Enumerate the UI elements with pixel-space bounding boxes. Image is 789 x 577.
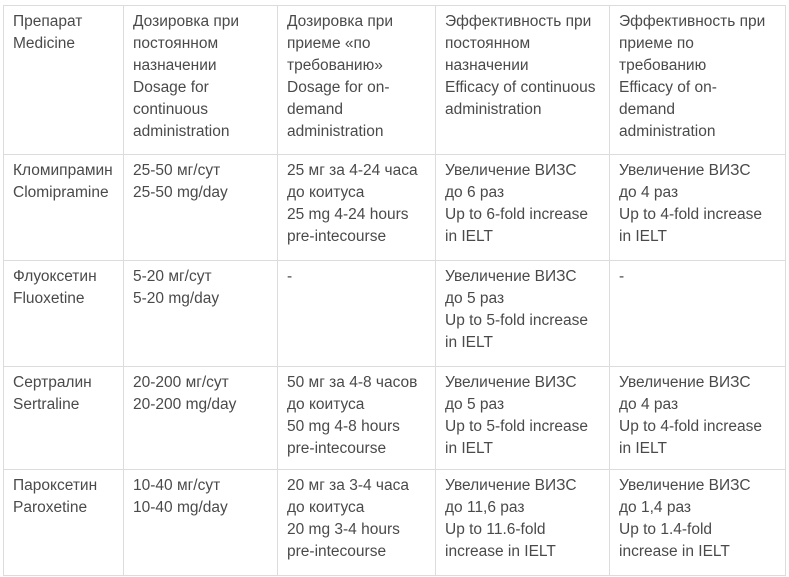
table-row: [4, 155, 786, 261]
header-text: Efficacy of on-: [619, 79, 717, 96]
cell-text: increase in IELT: [619, 543, 730, 560]
cell-text: Up to 11.6-fold: [445, 521, 546, 538]
on-demand-dosage-cell: [278, 261, 436, 367]
header-text: постоянном: [133, 35, 219, 52]
cell-text: Clomipramine: [13, 184, 109, 201]
table-row: [4, 367, 786, 470]
cell-text: 25 mg 4-24 hours: [287, 206, 409, 223]
header-text: Дозировка при: [287, 13, 394, 30]
continuous-dosage-cell: [124, 367, 278, 470]
header-text: Efficacy of continuous: [445, 79, 596, 96]
header-text: Дозировка при: [133, 13, 240, 30]
cell-text: 20-200 мг/сут: [133, 374, 229, 391]
header-text: приеме по: [619, 35, 694, 52]
cell-text: 20-200 mg/day: [133, 396, 237, 413]
on-demand-efficacy-cell: [610, 155, 786, 261]
cell-text: до 4 раз: [619, 184, 679, 201]
cell-text: 5-20 mg/day: [133, 290, 220, 307]
header-text: continuous: [133, 101, 208, 118]
cell-text: 25 мг за 4-24 часа: [287, 162, 418, 179]
on-demand-efficacy-cell: [610, 470, 786, 576]
continuous-efficacy-cell: [436, 470, 610, 576]
header-cell: [278, 6, 436, 155]
cell-text: Флуоксетин: [13, 268, 97, 285]
cell-text: 20 мг за 3-4 часа: [287, 477, 409, 494]
cell-text: Fluoxetine: [13, 290, 85, 307]
cell-text: -: [619, 268, 625, 285]
on-demand-efficacy-cell: [610, 367, 786, 470]
cell-text: in IELT: [619, 440, 667, 457]
header-text: постоянном: [445, 35, 531, 52]
medicine-cell: [4, 470, 124, 576]
cell-text: 25-50 mg/day: [133, 184, 228, 201]
cell-text: pre-intecourse: [287, 543, 387, 560]
header-text: administration: [133, 123, 230, 140]
cell-text: Увеличение ВИЗС: [445, 477, 577, 494]
header-text: Medicine: [13, 35, 76, 52]
cell-text: 50 mg 4-8 hours: [287, 418, 400, 435]
cell-text: 20 mg 3-4 hours: [287, 521, 400, 538]
continuous-dosage-cell: [124, 155, 278, 261]
cell-text: -: [287, 268, 293, 285]
header-text: demand: [287, 101, 344, 118]
drug-table: [3, 5, 786, 576]
cell-text: pre-intecourse: [287, 228, 387, 245]
cell-text: in IELT: [445, 440, 493, 457]
medicine-cell: [4, 155, 124, 261]
table-row: [4, 470, 786, 576]
header-text: требованию»: [287, 57, 383, 74]
cell-text: 5-20 мг/сут: [133, 268, 212, 285]
on-demand-dosage-cell: [278, 470, 436, 576]
header-text: administration: [619, 123, 716, 140]
cell-text: Увеличение ВИЗС: [619, 477, 751, 494]
cell-text: Увеличение ВИЗС: [619, 162, 751, 179]
cell-text: Up to 6-fold increase: [445, 206, 589, 223]
cell-text: Увеличение ВИЗС: [619, 374, 751, 391]
header-text: Эффективность при: [445, 13, 592, 30]
header-text: назначении: [445, 57, 529, 74]
cell-text: in IELT: [445, 228, 493, 245]
cell-text: pre-intecourse: [287, 440, 387, 457]
header-text: administration: [287, 123, 384, 140]
header-text: Dosage for on-: [287, 79, 390, 96]
on-demand-dosage-cell: [278, 155, 436, 261]
header-cell: [4, 6, 124, 155]
header-text: приеме «по: [287, 35, 371, 52]
cell-text: 25-50 мг/сут: [133, 162, 221, 179]
header-text: требованию: [619, 57, 707, 74]
on-demand-efficacy-cell: [610, 261, 786, 367]
cell-text: Up to 1.4-fold: [619, 521, 713, 538]
cell-text: 10-40 мг/сут: [133, 477, 221, 494]
cell-text: 50 мг за 4-8 часов: [287, 374, 418, 391]
cell-text: до 1,4 раз: [619, 499, 691, 516]
cell-text: до коитуса: [287, 499, 365, 516]
medicine-cell: [4, 261, 124, 367]
cell-text: in IELT: [619, 228, 667, 245]
header-text: Dosage for: [133, 79, 209, 96]
continuous-efficacy-cell: [436, 155, 610, 261]
header-cell: [436, 6, 610, 155]
cell-text: increase in IELT: [445, 543, 556, 560]
header-text: demand: [619, 101, 676, 118]
cell-text: Paroxetine: [13, 499, 88, 516]
cell-text: до 6 раз: [445, 184, 505, 201]
continuous-dosage-cell: [124, 470, 278, 576]
continuous-efficacy-cell: [436, 261, 610, 367]
table-row: [4, 261, 786, 367]
cell-text: Кломипрамин: [13, 162, 113, 179]
cell-text: Пароксетин: [13, 477, 98, 494]
on-demand-dosage-cell: [278, 367, 436, 470]
cell-text: до 4 раз: [619, 396, 679, 413]
cell-text: Увеличение ВИЗС: [445, 162, 577, 179]
table-header-row: [4, 6, 786, 155]
cell-text: in IELT: [445, 334, 493, 351]
cell-text: Up to 5-fold increase: [445, 312, 589, 329]
continuous-efficacy-cell: [436, 367, 610, 470]
cell-text: 10-40 mg/day: [133, 499, 228, 516]
header-cell: [610, 6, 786, 155]
cell-text: Увеличение ВИЗС: [445, 374, 577, 391]
cell-text: до 5 раз: [445, 290, 505, 307]
header-text: administration: [445, 101, 542, 118]
cell-text: Sertraline: [13, 396, 80, 413]
cell-text: до коитуса: [287, 396, 365, 413]
cell-text: до 5 раз: [445, 396, 505, 413]
cell-text: Увеличение ВИЗС: [445, 268, 577, 285]
cell-text: до 11,6 раз: [445, 499, 525, 516]
medicine-cell: [4, 367, 124, 470]
cell-text: Up to 4-fold increase: [619, 206, 763, 223]
cell-text: Up to 5-fold increase: [445, 418, 589, 435]
header-text: Препарат: [13, 13, 83, 30]
header-cell: [124, 6, 278, 155]
cell-text: Up to 4-fold increase: [619, 418, 763, 435]
header-text: назначении: [133, 57, 217, 74]
cell-text: до коитуса: [287, 184, 365, 201]
continuous-dosage-cell: [124, 261, 278, 367]
cell-text: Сертралин: [13, 374, 92, 391]
header-text: Эффективность при: [619, 13, 766, 30]
